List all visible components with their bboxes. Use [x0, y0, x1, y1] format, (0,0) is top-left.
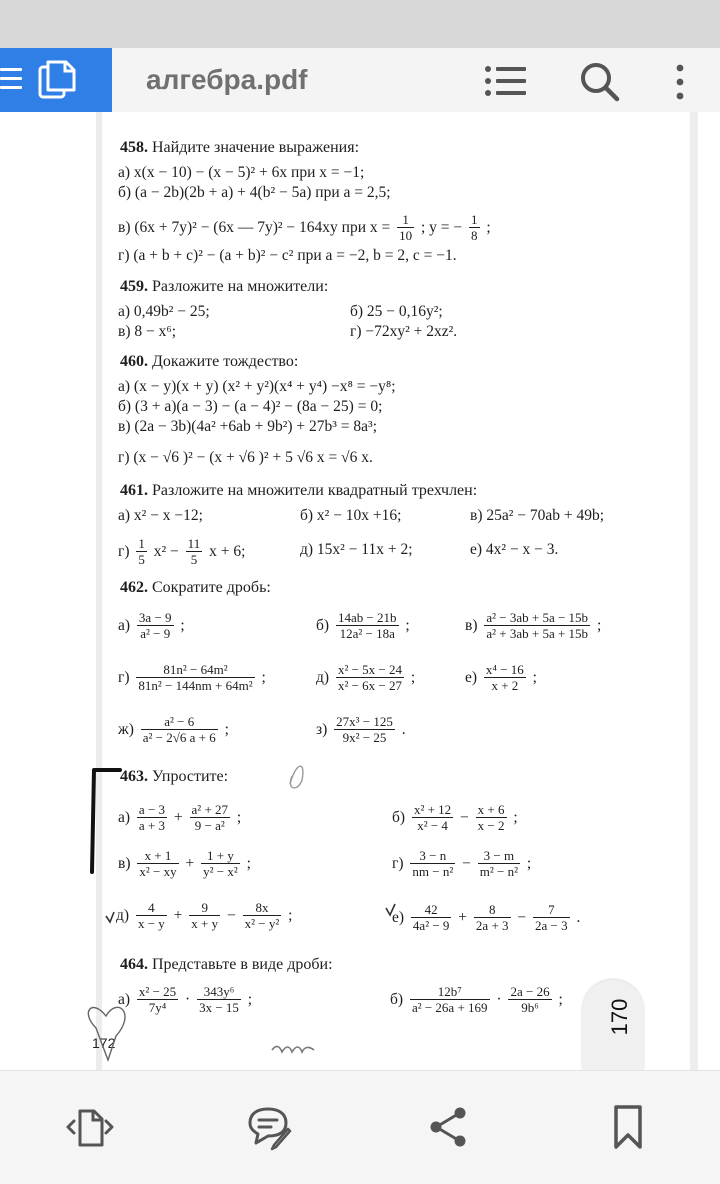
comment-icon[interactable]: [244, 1103, 292, 1151]
exercise-461-a: а) x² − x −12;: [118, 507, 203, 524]
exercise-464-a: а) $\frac{\text{x² − 25}}{\text{7y⁴}}$ · $\frac{\text{343y⁶}}{3x - 15}$ ;: [118, 984, 253, 1015]
exercise-460-g: г) (x − √6 )² − (x + √6 )² + 5 √6 x = √6 x.: [118, 449, 373, 466]
exercise-463-d: д) $\frac{4}{x - y}$ + $\frac{9}{x + y}$ − $\frac{8x}{\text{x² − y²}}$ ;: [116, 900, 293, 931]
status-bar: [0, 0, 720, 48]
exercise-460-a: а) (x − y)(x + y) (x² + y²)(x⁴ + y⁴) −x⁸ = −y⁸;: [118, 378, 396, 395]
document-title: алгебра.pdf: [146, 64, 308, 95]
exercise-459-a: а) 0,49b² − 25;: [118, 303, 210, 320]
page-edge-left: [96, 112, 102, 1070]
exercise-464-b: б) $\frac{\text{12b⁷}}{\text{a² − 26a + 169}}$ · $\frac{2a - 26}{\text{9b⁶}}$ ;: [390, 984, 563, 1015]
exercise-463-g: г) $\frac{3 - n}{\text{nm − n²}}$ − $\frac{3 - m}{\text{m² − n²}}$ ;: [392, 848, 532, 879]
share-icon[interactable]: [424, 1103, 472, 1151]
exercise-458-a: а) x(x − 10) − (x − 5)² + 6x при x = −1;: [118, 164, 365, 181]
exercise-462-title: 462. Сократите дробь:: [120, 579, 271, 596]
current-page-badge[interactable]: [582, 980, 644, 1070]
exercise-459-g: г) −72xy² + 2xz².: [350, 323, 458, 340]
exercise-461-v: в) 25a² − 70ab + 49b;: [470, 507, 605, 524]
exercise-463-a: а) $\frac{a - 3}{a + 3}$ + $\frac{\text{a² + 27}}{\text{9 − a²}}$ ;: [118, 802, 242, 833]
exercise-460-v: в) (2a − 3b)(4a² +6ab + 9b²) + 27b³ = 8a³;: [118, 418, 377, 435]
current-page-number: 170: [607, 998, 632, 1036]
more-vert-icon[interactable]: [670, 62, 690, 102]
exercise-458-title: 458. Найдите значение выражения:: [120, 139, 360, 156]
exercise-461-d: д) 15x² − 11x + 2;: [300, 541, 413, 558]
exercise-461-title: 461. Разложите на множители квадратный трехчлен:: [120, 482, 478, 499]
bookmark-icon[interactable]: [604, 1103, 652, 1151]
exercise-459-title: 459. Разложите на множители:: [120, 278, 329, 295]
exercise-462-d: д) $\frac{\text{x² − 5x − 24}}{\text{x² − 6x − 27}}$ ;: [316, 662, 416, 693]
exercise-462-e: е) $\frac{\text{x⁴ − 16}}{x + 2}$ ;: [465, 662, 537, 693]
app-bar: [0, 48, 720, 112]
exercise-462-a: а) $\frac{3a - 9}{\text{a² − 9}}$ ;: [118, 610, 185, 641]
exercise-462-g: г) $\frac{\text{81n² − 64m²}}{\text{81n² − 144nm + 64m²}}$ ;: [118, 662, 266, 693]
exercise-463-b: б) $\frac{\text{x² + 12}}{\text{x² − 4}}$ − $\frac{x + 6}{x - 2}$ ;: [392, 802, 518, 833]
share-document-icon[interactable]: [66, 1103, 114, 1151]
list-icon[interactable]: [484, 64, 526, 98]
exercise-461-e: е) 4x² − x − 3.: [470, 541, 559, 558]
exercise-462-zh: ж) $\frac{\text{a² − 6}}{\text{a² − 2√6 a + 6}}$ ;: [118, 714, 229, 745]
exercise-458-v: в) (6x + 7y)² − (6x — 7y)² − 164xy при x = $\frac{1}{10}$ ; y = − $\frac{1}{8}$ ;: [118, 212, 491, 243]
exercise-462-v: в) $\frac{\text{a² − 3ab + 5a − 15b}}{\text{a² + 3ab + 5a + 15b}}$ ;: [465, 610, 602, 641]
exercise-461-b: б) x² − 10x +16;: [300, 507, 402, 524]
bottom-toolbar: [0, 1070, 720, 1184]
exercise-462-b: б) $\frac{14ab - 21b}{\text{12a² − 18a}}$ ;: [316, 610, 410, 641]
search-icon[interactable]: [578, 60, 620, 102]
page-edge-right: [690, 112, 698, 1070]
exercise-458-g: г) (a + b + c)² − (a + b)² − c² при a = −2, b = 2, c = −1.: [118, 247, 457, 264]
exercise-459-b: б) 25 − 0,16y²;: [350, 303, 443, 320]
menu-icon[interactable]: [0, 68, 22, 92]
exercise-458-b: б) (a − 2b)(2b + a) + 4(b² − 5a) при a = 2,5;: [118, 184, 391, 201]
exercise-462-z: з) $\frac{\text{27x³ − 125}}{\text{9x² − 25}}$ .: [316, 714, 406, 745]
exercise-464-title: 464. Представьте в виде дроби:: [120, 956, 333, 973]
app-bar-left-panel: [0, 48, 112, 112]
exercise-463-title: 463. Упростите:: [120, 768, 229, 785]
exercise-459-v: в) 8 − x⁶;: [118, 323, 177, 340]
exercise-463-e: е) $\frac{42}{\text{4a² − 9}}$ + $\frac{8}{2a + 3}$ − $\frac{7}{2a - 3}$ .: [392, 902, 581, 933]
exercise-460-title: 460. Докажите тождество:: [120, 353, 299, 370]
exercise-461-g: г) $\frac{1}{5}$ x² − $\frac{11}{5}$ x + 6;: [118, 536, 246, 567]
exercise-463-v: в) $\frac{x + 1}{\text{x² − xy}}$ + $\frac{1 + y}{\text{y² − x²}}$ ;: [118, 848, 251, 879]
document-icon[interactable]: [36, 60, 80, 100]
printed-page-number: 172: [92, 1035, 116, 1051]
exercise-460-b: б) (3 + a)(a − 3) − (a − 4)² − (8a − 25) = 0;: [118, 398, 383, 415]
